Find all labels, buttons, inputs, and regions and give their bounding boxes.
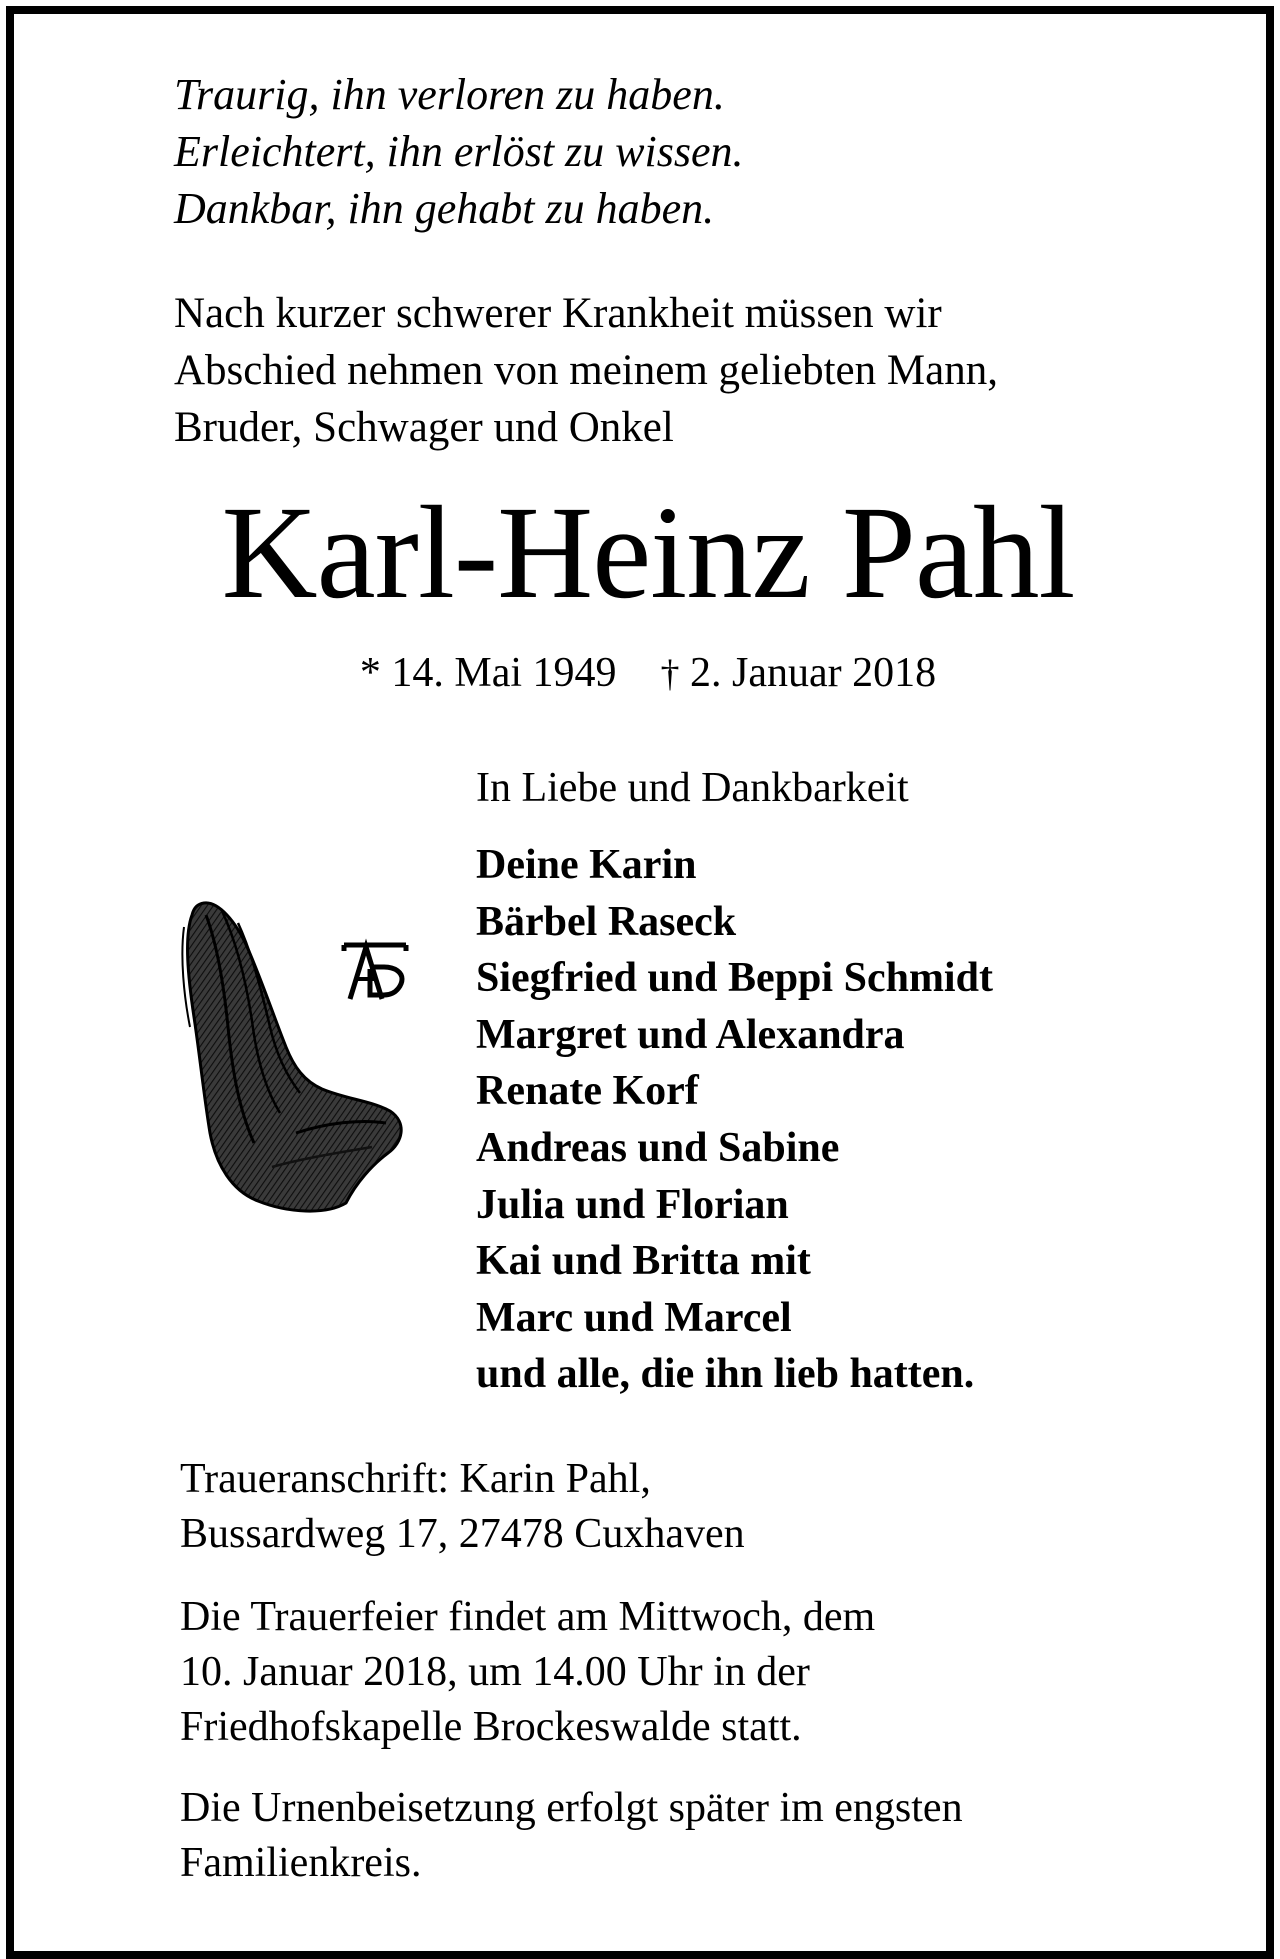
intro-line: Abschied nehmen von meinem geliebten Mann, xyxy=(174,347,998,394)
death-date: 2. Januar 2018 xyxy=(690,650,937,696)
cross-icon: † xyxy=(660,653,680,695)
family-member: Bärbel Raseck xyxy=(476,898,737,945)
monogram-icon xyxy=(340,935,410,1005)
service-line: 10. Januar 2018, um 14.00 Uhr in der xyxy=(180,1649,810,1695)
address-line: Traueranschrift: Karin Pahl, xyxy=(180,1456,651,1502)
family-member: und alle, die ihn lieb hatten. xyxy=(476,1351,975,1398)
family-member: Renate Korf xyxy=(476,1068,699,1115)
life-dates xyxy=(0,646,1280,701)
service-line: Friedhofskapelle Brockeswalde statt. xyxy=(180,1704,802,1750)
urn-line: Die Urnenbeisetzung erfolgt später im engsten xyxy=(180,1785,963,1831)
family-list xyxy=(476,837,993,1403)
birth-date: * 14. Mai 1949 xyxy=(359,650,617,696)
motto-line: Traurig, ihn verloren zu haben. xyxy=(174,70,725,119)
intro-line: Nach kurzer schwerer Krankheit müssen wir xyxy=(174,290,942,337)
service-line: Die Trauerfeier findet am Mittwoch, dem xyxy=(180,1594,876,1640)
family-member: Margret und Alexandra xyxy=(476,1011,905,1058)
family-member: Julia und Florian xyxy=(476,1181,789,1228)
intro-text xyxy=(174,285,998,456)
mourning-address xyxy=(180,1452,745,1562)
family-member: Andreas und Sabine xyxy=(476,1124,840,1171)
address-line: Bussardweg 17, 27478 Cuxhaven xyxy=(180,1511,745,1557)
family-member: Marc und Marcel xyxy=(476,1294,792,1341)
urn-burial-info xyxy=(180,1781,963,1891)
funeral-service-info xyxy=(180,1590,875,1755)
motto-line: Dankbar, ihn gehabt zu haben. xyxy=(174,184,715,233)
family-member: Deine Karin xyxy=(476,842,697,888)
deceased-name: Karl-Heinz Pahl xyxy=(221,478,1075,626)
family-member: Siegfried und Beppi Schmidt xyxy=(476,955,993,1002)
family-intro: In Liebe und Dankbarkeit xyxy=(476,765,909,811)
motto-line: Erleichtert, ihn erlöst zu wissen. xyxy=(174,127,744,176)
motto xyxy=(174,66,744,237)
family-member: Kai und Britta mit xyxy=(476,1238,811,1285)
intro-line: Bruder, Schwager und Onkel xyxy=(174,404,674,451)
urn-line: Familienkreis. xyxy=(180,1840,422,1886)
